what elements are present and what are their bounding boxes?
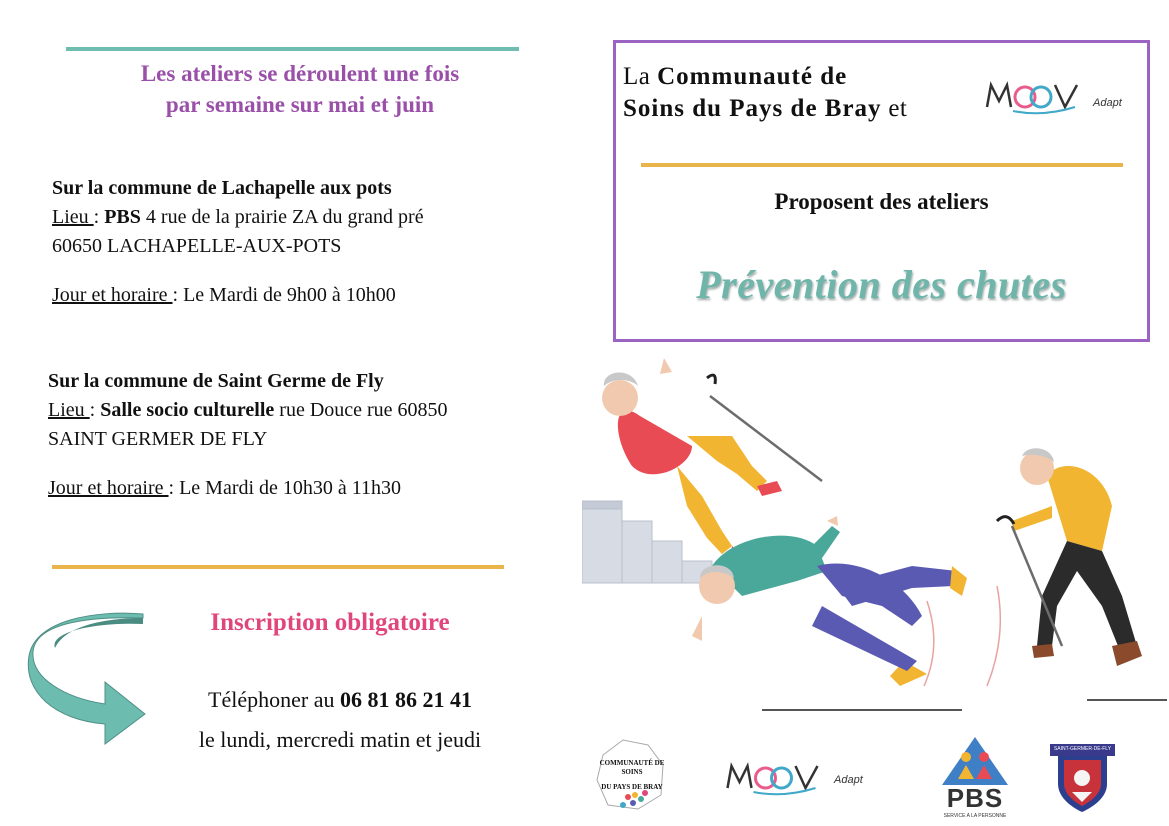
site2-lieu-colon: :: [89, 399, 101, 421]
site1-jour: [52, 281, 552, 310]
phone-block: [140, 680, 540, 760]
phone-number: 06 81 86 21 41: [339, 687, 472, 712]
site2-jour: [48, 474, 558, 503]
schedule-title-line2: par semaine sur mai et juin: [165, 92, 435, 117]
site1-lieu-place: PBS: [104, 206, 141, 228]
header-et: et: [881, 95, 908, 122]
site1-lieu: [52, 203, 552, 232]
site2-block: [48, 367, 558, 503]
logo-communaute-soins: [593, 735, 671, 813]
phone-days: le lundi, mercredi matin et jeudi: [198, 727, 482, 752]
box-gold-rule: [641, 163, 1123, 167]
pbs-logo-icon: [940, 735, 1010, 787]
schedule-title-line1: Les ateliers se déroulent une fois: [140, 61, 460, 86]
site1-lieu-colon: :: [93, 206, 105, 228]
falling-man-middle: [692, 516, 1000, 686]
site2-lieu-address: rue Douce rue 60850: [274, 399, 448, 421]
header-la: La: [623, 63, 658, 90]
box-header-line2: [623, 93, 983, 125]
top-teal-rule: [66, 47, 519, 51]
moov-bottom-adapt: Adapt: [834, 774, 863, 786]
logo-saint-germer: [1050, 744, 1115, 814]
site2-jour-label: Jour et horaire: [48, 477, 169, 499]
sgf-text: SAINT-GERMER-DE-FLY: [1053, 746, 1112, 752]
curved-arrow-icon: [25, 612, 155, 747]
site2-lieu-address2: SAINT GERMER DE FLY: [48, 428, 268, 450]
box-header: [623, 61, 983, 125]
site2-heading: Sur la commune de Saint Germe de Fly: [48, 370, 384, 392]
pbs-subtext: SERVICE A LA PERSONNE: [943, 813, 1007, 819]
site2-lieu-label: Lieu: [48, 399, 90, 421]
propose-text: Proposent des ateliers: [774, 189, 989, 214]
logo-pbs: [940, 735, 1010, 820]
phone-line: [140, 680, 540, 720]
site2-lieu-place: Salle socio culturelle: [100, 399, 275, 421]
cspb-line1: COMMUNAUTÉ DE SOINS: [599, 759, 665, 776]
cspb-line2: DU PAYS DE BRAY: [601, 783, 663, 791]
site1-lieu-address: 4 rue de la prairie ZA du grand pré: [140, 206, 424, 228]
phone-prefix: Téléphoner au: [208, 687, 340, 712]
moov-logo-icon: [983, 77, 1088, 117]
title-box: [613, 40, 1150, 342]
site2-jour-value: : Le Mardi de 10h30 à 11h30: [168, 477, 402, 499]
crest-icon: [1050, 744, 1115, 814]
inscription-heading: Inscription obligatoire: [210, 609, 450, 636]
site1-jour-label: Jour et horaire: [52, 284, 173, 306]
moov-header-logo: [983, 77, 1143, 117]
pbs-text: PBS: [946, 783, 1004, 813]
site2-lieu: [48, 396, 558, 425]
header-bold2: Soins du Pays de Bray: [623, 95, 882, 122]
falling-man-right: [997, 448, 1142, 666]
site1-heading: Sur la commune de Lachapelle aux pots: [52, 177, 392, 199]
schedule-title: [40, 58, 560, 120]
moov-bottom-icon: [720, 758, 832, 798]
site1-lieu-address2: 60650 LACHAPELLE-AUX-POTS: [52, 235, 342, 257]
header-bold1: Communauté de: [657, 63, 848, 90]
middle-gold-rule: [52, 565, 504, 569]
site1-block: [52, 174, 552, 310]
logo-moov-bottom: [720, 758, 890, 798]
site1-lieu-label: Lieu: [52, 206, 94, 228]
falling-seniors-illustration: [582, 356, 1167, 718]
site1-jour-value: : Le Mardi de 9h00 à 10h00: [172, 284, 396, 306]
box-header-line1: [623, 61, 983, 93]
prevention-title: Prévention des chutes: [696, 262, 1067, 307]
moov-header-adapt: Adapt: [1093, 97, 1122, 109]
